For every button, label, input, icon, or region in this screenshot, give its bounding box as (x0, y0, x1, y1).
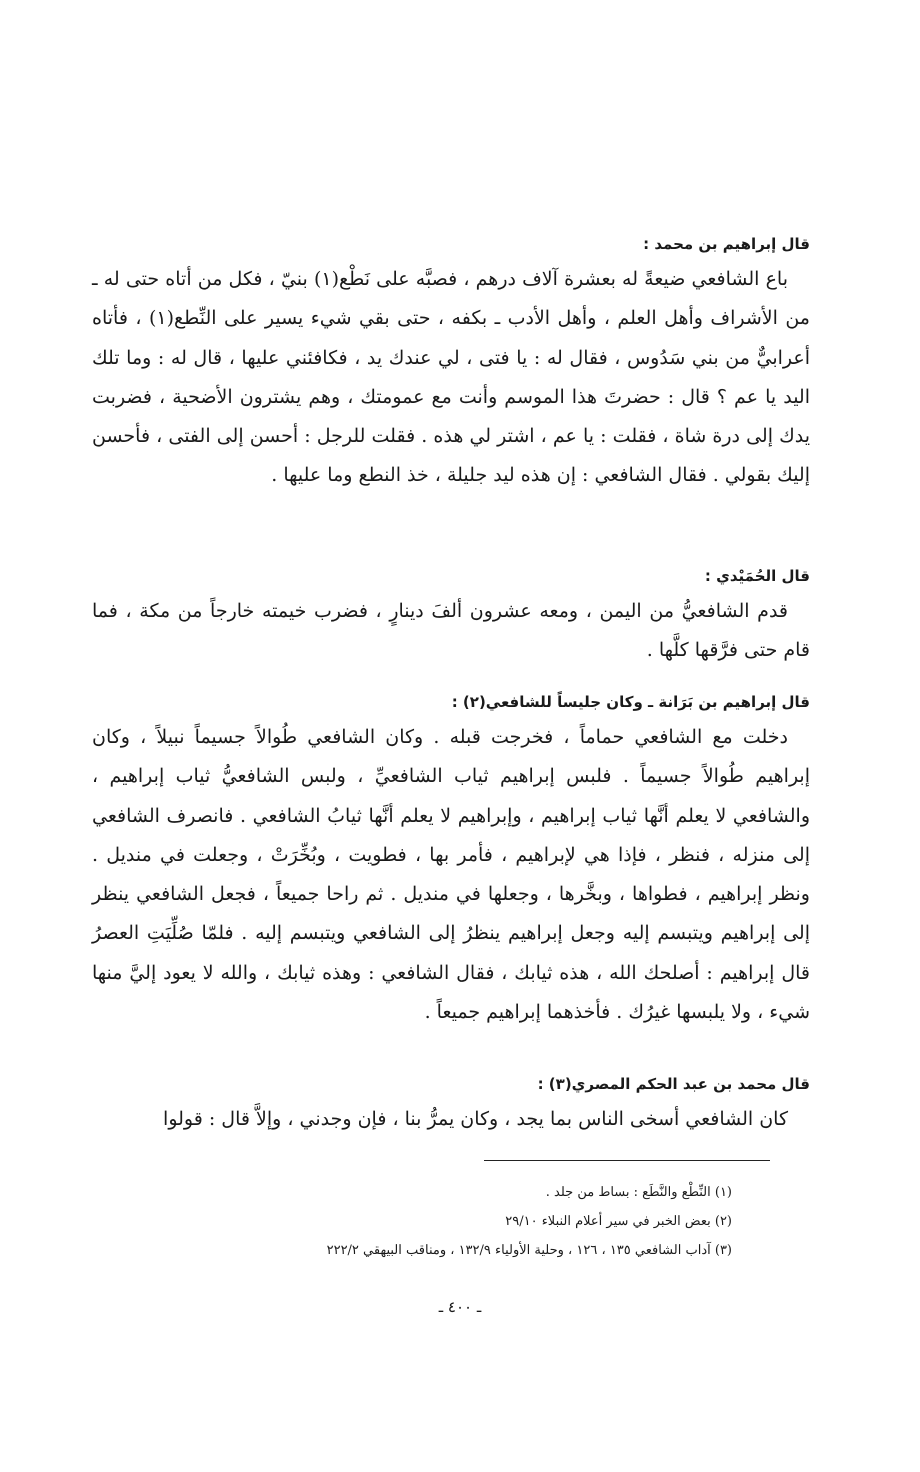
section-heading: قال محمد بن عبد الحكم المصري(٣) : (537, 1075, 810, 1093)
section-muhammad-ibn-abd-al-hakam (92, 1074, 810, 1139)
section-humaydi (92, 566, 810, 671)
section-body: باع الشافعي ضيعةً له بعشرة آلاف درهم ، فصبَّه على نَطْع(١) بنيّ ، فكل من أتاه حتى له ـ من الأشراف وأهل العلم ، وأهل الأدب ـ بكفه ، حتى بقي شيء يسير على النِّطع(١) ، فأتاه أعرابيٌّ من بني سَدُوس ، فقال له : يا فتى ، لي عندك يد ، فكافئني عليها ، قال له : وما تلك اليد يا عم ؟ قال : حضرتَ هذا الموسم وأنت مع عمومتك ، وهم يشترون الأضحية ، فضربت يدك إلى درة شاة ، فقلت : يا عم ، اشتر لي هذه . فقلت للرجل : أحسن إلى الفتى ، فأحسن إليك بقولي . فقال الشافعي : إن هذه ليد جليلة ، خذ النطع وما عليها . (92, 268, 810, 487)
footnote-2: (٢) بعض الخبر في سير أعلام النبلاء ٢٩/١٠ (505, 1214, 732, 1229)
section-body: دخلت مع الشافعي حماماً ، فخرجت قبله . وكان الشافعي طُوالاً جسيماً نبيلاً ، وكان إبراهيم طُوالاً جسيماً . فلبس إبراهيم ثياب الشافعيِّ ، ولبس الشافعيُّ ثياب إبراهيم ، والشافعي لا يعلم أنَّها ثياب إبراهيم ، وإبراهيم لا يعلم أنَّها ثيابُ الشافعي . فانصرف الشافعي إلى منزله ، فنظر ، فإذا هي لإبراهيم ، فأمر بها ، فطويت ، وبُخِّرَتْ ، وجعلت في منديل . ونظر إبراهيم ، فطواها ، وبخَّرها ، وجعلها في منديل . ثم راحا جميعاً ، فجعل الشافعي ينظر إلى إبراهيم ويتبسم إليه وجعل إبراهيم ينظرُ إلى الشافعي ويتبسم إليه . فلمّا صُلِّيَتِ العصرُ قال إبراهيم : أصلحك الله ، هذه ثيابك ، فقال الشافعي : وهذه ثيابك ، والله لا يعود إليَّ منها شيء ، ولا يلبسها غيرُك . فأخذهما إبراهيم جميعاً . (92, 726, 810, 1024)
section-heading: قال إبراهيم بن بَرَانة ـ وكان جليساً للشافعي(٢) : (451, 693, 810, 711)
footnote-3: (٣) آداب الشافعي ١٣٥ ، ١٢٦ ، وحلية الأولياء ١٣٢/٩ ، ومناقب البيهقي ٢٢٢/٢ (326, 1243, 732, 1258)
footnotes (92, 1178, 732, 1265)
section-body: كان الشافعي أسخى الناس بما يجد ، وكان يمرُّ بنا ، فإن وجدني ، وإلاَّ قال : قولوا (163, 1108, 788, 1130)
section-ibrahim-ibn-muhammad (92, 234, 810, 496)
footnote-divider (484, 1160, 770, 1161)
section-heading: قال الحُمَيْدي : (704, 567, 810, 585)
section-ibrahim-ibn-barana (92, 692, 810, 1032)
footnote-1: (١) النِّطْع والنَّطَع : بساط من جلد . (545, 1185, 732, 1200)
page-number: ـ ٤٠٠ ـ (438, 1298, 482, 1316)
section-heading: قال إبراهيم بن محمد : (643, 235, 810, 253)
section-body: قدم الشافعيُّ من اليمن ، ومعه عشرون ألفَ دينارٍ ، فضرب خيمته خارجاً من مكة ، فما قام حتى فرَّقها كلَّها . (92, 600, 810, 662)
